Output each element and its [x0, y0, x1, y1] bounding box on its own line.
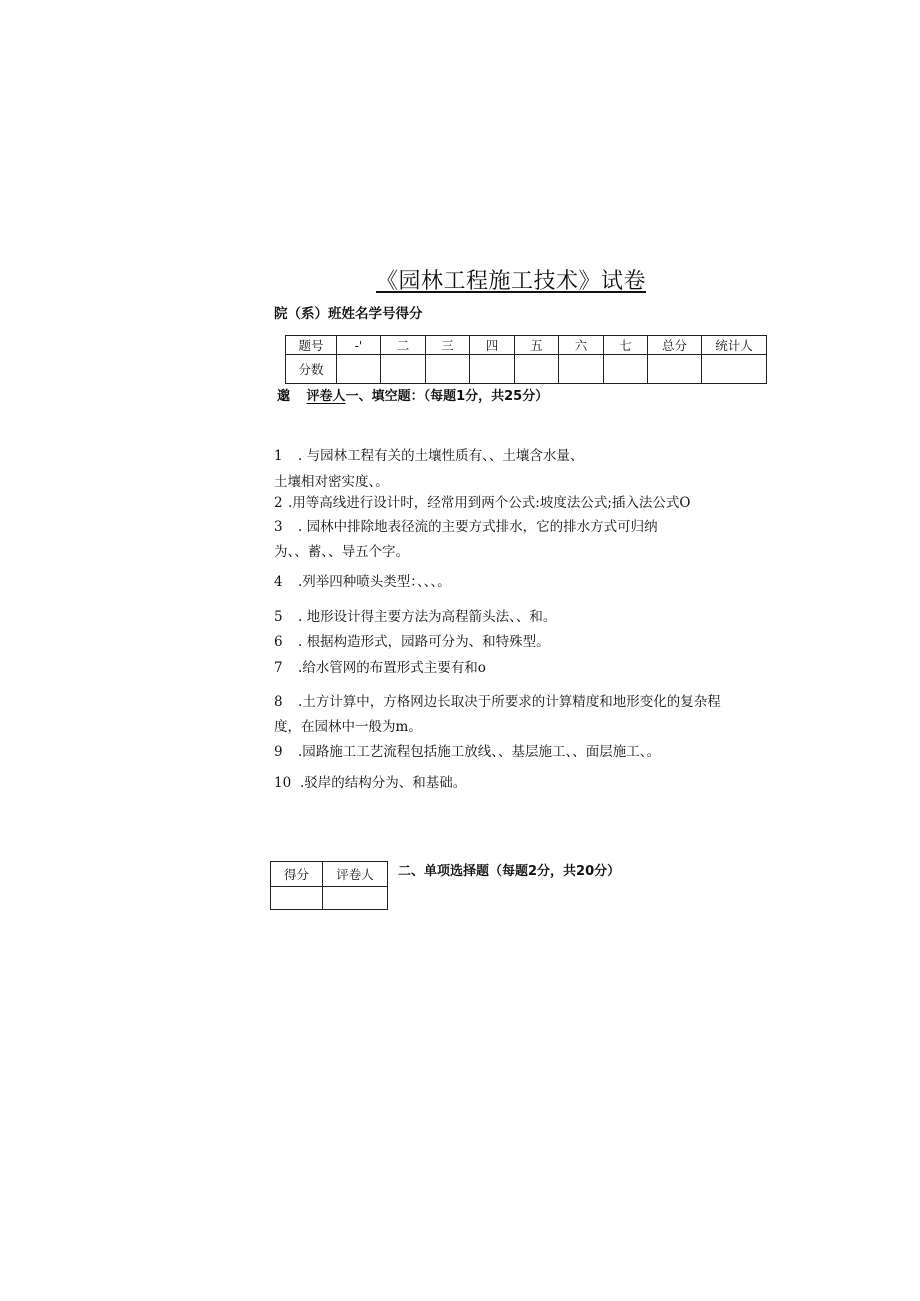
question-line: [274, 605, 556, 625]
question-line: [274, 630, 550, 650]
score-cell[interactable]: [559, 355, 604, 384]
score-table-col-2: 二: [381, 336, 426, 355]
section2-score-cell[interactable]: [271, 887, 323, 910]
question-line: [274, 470, 389, 490]
score-table-col-1: -': [337, 336, 381, 355]
score-cell[interactable]: [426, 355, 470, 384]
score-cell[interactable]: [381, 355, 426, 384]
section2-heading: 二、单项选择题（每题2分，共20分）: [398, 864, 621, 879]
score-table-col-5: 五: [515, 336, 559, 355]
question-text: .用等高线进行设计时，经常用到两个公式:坡度法公式;插入法公式O: [288, 495, 691, 511]
question-line: [274, 740, 660, 760]
score-table-col-7: 七: [604, 336, 648, 355]
question-number: 6: [274, 634, 283, 650]
question-number: 1: [274, 448, 283, 464]
section2-grader-box: [270, 861, 388, 910]
score-cell[interactable]: [604, 355, 648, 384]
section1-title: 一、填空题：（每题1分，共25分）: [345, 389, 549, 404]
question-text: .驳岸的结构分为、和基础。: [300, 775, 467, 791]
section1-heading: [277, 385, 548, 404]
question-text: 为、、蓄、、导五个字。: [274, 544, 409, 560]
question-line: [274, 491, 690, 511]
question-line: [274, 444, 583, 464]
question-number: 8: [274, 694, 283, 710]
score-table-col-4: 四: [470, 336, 515, 355]
question-text: .列举四种喷头类型：、、、。: [298, 574, 451, 590]
question-text: .园路施工工艺流程包括施工放线、、基层施工、、面层施工、。: [298, 744, 661, 760]
score-table-col-3: 三: [426, 336, 470, 355]
question-number: 2: [274, 495, 283, 511]
score-table-header-row: [286, 336, 767, 355]
question-number: 5: [274, 609, 283, 625]
question-line: [274, 570, 451, 590]
score-cell[interactable]: [515, 355, 559, 384]
question-text: . 与园林工程有关的土壤性质有、、土壤含水量、: [298, 448, 584, 464]
question-text: . 园林中排除地表径流的主要方式排水，它的排水方式可归纳: [298, 519, 658, 535]
score-cell[interactable]: [648, 355, 702, 384]
section2-score-label: 得分: [271, 862, 323, 887]
score-table-score-row: [286, 355, 767, 384]
question-text: 土壤相对密实度、。: [274, 474, 389, 490]
question-text: 度，在园林中一般为m。: [274, 719, 422, 735]
score-table-row-label: 分数: [286, 355, 337, 384]
question-line: [274, 540, 409, 560]
question-number: 7: [274, 660, 283, 676]
question-line: [274, 690, 721, 710]
score-cell[interactable]: [337, 355, 381, 384]
question-text: . 根据构造形式，园路可分为、和特殊型。: [298, 634, 550, 650]
score-table-header-label: 题号: [286, 336, 337, 355]
section1-prefix: 邈: [277, 389, 291, 404]
question-line: [274, 715, 422, 735]
score-cell[interactable]: [702, 355, 767, 384]
score-table-col-total: 总分: [648, 336, 702, 355]
question-line: [274, 656, 486, 676]
question-number: 4: [274, 574, 283, 590]
section2-grader-cell[interactable]: [323, 887, 388, 910]
question-line: [274, 515, 658, 535]
question-number: 9: [274, 744, 283, 760]
question-number: 3: [274, 519, 283, 535]
score-table-col-6: 六: [559, 336, 604, 355]
question-line: [274, 771, 466, 791]
question-text: .给水管网的布置形式主要有和o: [298, 660, 486, 676]
question-text: .土方计算中，方格网边长取决于所要求的计算精度和地形变化的复杂程: [298, 694, 721, 710]
page-title: 《园林工程施工技术》试卷: [376, 269, 647, 294]
question-number: 10: [274, 775, 292, 791]
score-table: [285, 335, 767, 384]
section1-grader-label: 评卷人: [306, 389, 346, 404]
student-info-line: 院（系）班姓名学号得分: [274, 306, 423, 322]
section2-grader-label: 评卷人: [323, 862, 388, 887]
score-table-col-counter: 统计人: [702, 336, 767, 355]
score-cell[interactable]: [470, 355, 515, 384]
question-text: . 地形设计得主要方法为高程箭头法、、和。: [298, 609, 557, 625]
